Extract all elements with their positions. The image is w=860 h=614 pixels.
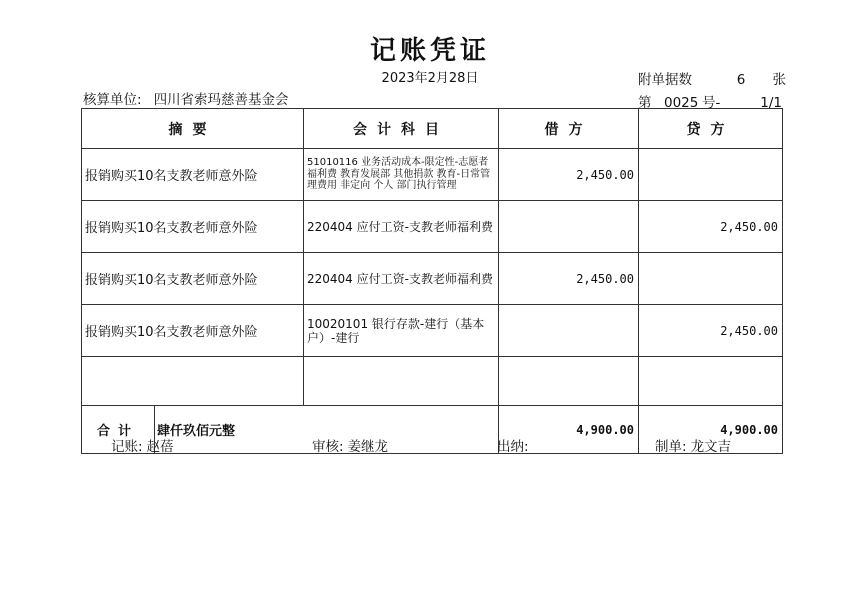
table-row: [82, 253, 783, 305]
auditor: [312, 435, 388, 455]
row-credit: 2,450.00: [639, 201, 783, 253]
auditor-label: 审核:: [312, 439, 344, 455]
table-header-row: [82, 109, 783, 149]
empty-cell: [304, 357, 499, 406]
table-row: [82, 305, 783, 357]
bookkeeper-name: 赵蓓: [146, 439, 174, 455]
row-credit: 2,450.00: [639, 305, 783, 357]
voucher-date: 2023年2月28日: [381, 71, 479, 86]
empty-cell: [499, 357, 639, 406]
table-row: [82, 149, 783, 201]
attachment-unit: 张: [772, 72, 786, 88]
preparer: [655, 435, 731, 455]
row-account: 220404 应付工资-支教老师福利费: [304, 253, 499, 305]
voucher-no: 0025: [664, 95, 699, 111]
total-credit: 4,900.00: [639, 406, 783, 454]
total-debit: 4,900.00: [499, 406, 639, 454]
row-account: 220404 应付工资-支教老师福利费: [304, 201, 499, 253]
cashier: [497, 435, 533, 455]
row-debit: 2,450.00: [499, 253, 639, 305]
table-row: [82, 201, 783, 253]
accounting-unit: [83, 88, 289, 108]
row-summary: 报销购买10名支教老师意外险: [82, 305, 304, 357]
auditor-name: 姜继龙: [347, 439, 389, 455]
bookkeeper: [111, 435, 174, 455]
row-summary: 报销购买10名支教老师意外险: [82, 201, 304, 253]
preparer-name: 龙文吉: [690, 439, 732, 455]
header-summary: 摘要: [82, 109, 304, 149]
row-credit: [639, 149, 783, 201]
row-account: 10020101 银行存款-建行（基本户）-建行: [304, 305, 499, 357]
row-debit: [499, 201, 639, 253]
preparer-label: 制单:: [655, 439, 687, 455]
total-label: 合计: [82, 406, 155, 454]
row-debit: 2,450.00: [499, 149, 639, 201]
voucher-title: 记账凭证: [369, 36, 490, 66]
total-amount-words: 肆仟玖佰元整: [155, 406, 499, 454]
empty-cell: [82, 357, 304, 406]
voucher-page: 1/1: [760, 95, 782, 111]
empty-cell: [639, 357, 783, 406]
cashier-label: 出纳:: [497, 439, 529, 455]
voucher-prefix: 第: [638, 95, 652, 111]
attachment-number: 6: [736, 72, 746, 88]
row-credit: [639, 253, 783, 305]
voucher-table: [81, 108, 783, 454]
accounting-unit-name: 四川省索玛慈善基金会: [153, 92, 289, 108]
header-credit: 贷方: [639, 109, 783, 149]
row-debit: [499, 305, 639, 357]
row-account: 51010116 业务活动成本-限定性-志愿者福利费 教育发展部 其他捐款 教育-日常管理费用 非定向 个人 部门执行管理: [304, 149, 499, 201]
row-summary: 报销购买10名支教老师意外险: [82, 149, 304, 201]
attachment-count: [638, 68, 786, 88]
header-account: 会计科目: [304, 109, 499, 149]
attachment-label: 附单据数: [638, 72, 692, 88]
header-debit: 借方: [499, 109, 639, 149]
accounting-unit-label: 核算单位:: [83, 92, 142, 108]
voucher-suffix: 号-: [702, 95, 721, 111]
bookkeeper-label: 记账:: [111, 439, 143, 455]
row-summary: 报销购买10名支教老师意外险: [82, 253, 304, 305]
table-row-empty: [82, 357, 783, 406]
